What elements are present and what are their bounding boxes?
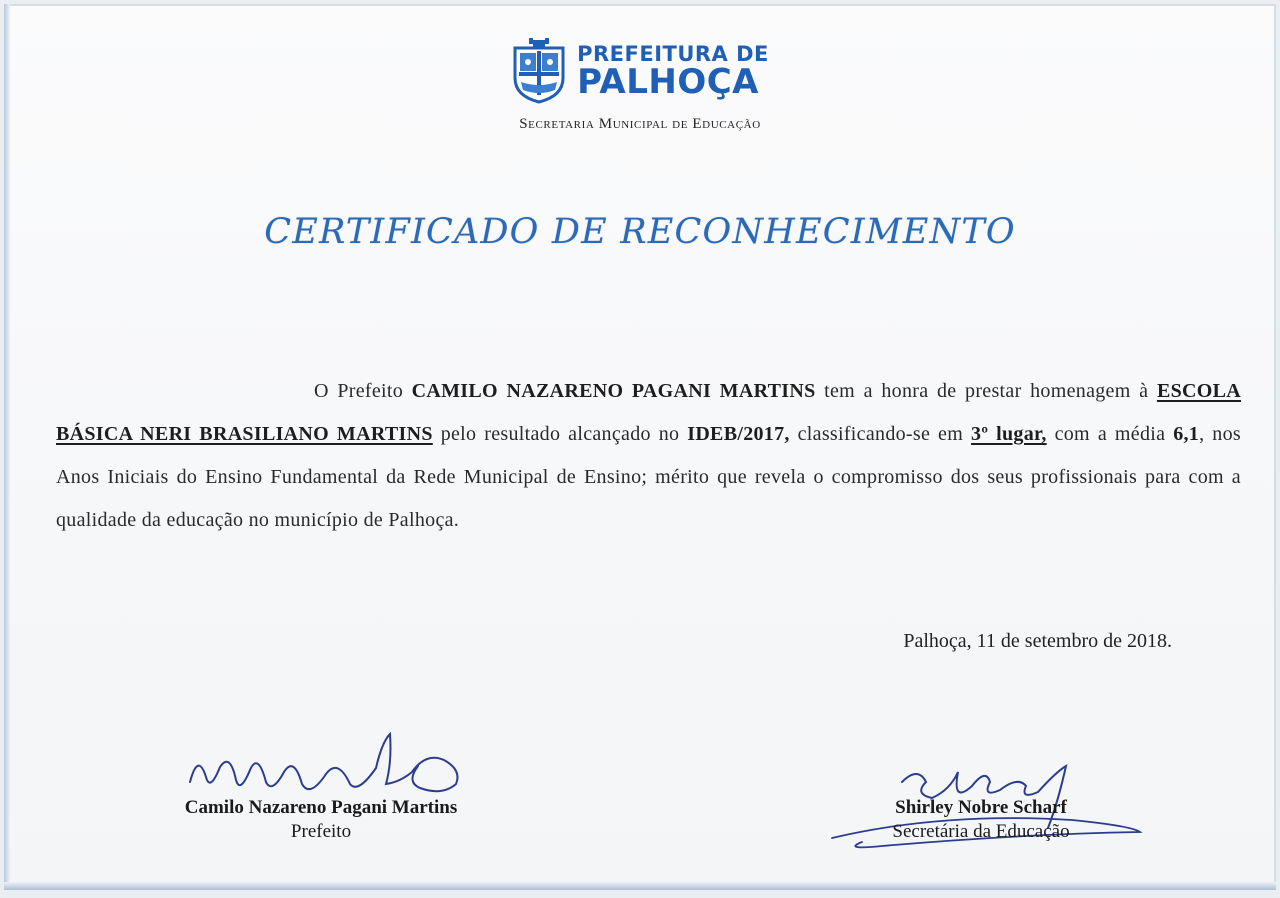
secretaria-label: Secretaria Municipal de Educação <box>519 116 761 132</box>
certificate-title: CERTIFICADO DE RECONHECIMENTO <box>264 212 1016 252</box>
secretary-signature-block <box>866 797 1096 843</box>
body-text-1: O Prefeito <box>314 380 412 402</box>
header <box>4 38 1276 133</box>
logo-line2: PALHOÇA <box>577 61 759 102</box>
ideb-label: IDEB/2017, <box>687 423 790 445</box>
body-text-6: , nos Anos Iniciais do Ensino Fundamental da Rede Municipal de Ensino; mérito que revela o compromisso dos seus profissionais para com a qualidade da educação no município de Palhoça. <box>56 423 1241 531</box>
certificate-page <box>4 4 1276 890</box>
mayor-signature-name: Camilo Nazareno Pagani Martins <box>184 797 458 818</box>
logo <box>4 38 1276 104</box>
issue-date: Palhoça, 11 de setembro de 2018. <box>903 630 1172 652</box>
school-name: ESCOLA BÁSICA NERI BRASILIANO MARTINS <box>56 380 1241 445</box>
ranking-place: 3º lugar, <box>971 423 1047 445</box>
secretary-signature-role: Secretária da Educação <box>892 821 1070 842</box>
page-edge-bottom <box>4 882 1276 890</box>
average-score: 6,1 <box>1173 423 1200 445</box>
mayor-name: CAMILO NAZARENO PAGANI MARTINS <box>411 380 816 402</box>
mayor-signature-role: Prefeito <box>290 821 352 842</box>
body-text-2: tem a honra de prestar homenagem à <box>815 380 1157 402</box>
body-text-3: pelo resultado alcançado no <box>432 423 688 445</box>
mayor-signature-block <box>152 797 490 843</box>
page-edge <box>4 4 10 890</box>
body-text-4: classificando-se em <box>789 423 972 445</box>
secretary-signature-name: Shirley Nobre Scharf <box>895 797 1067 818</box>
certificate-body <box>56 370 1241 542</box>
body-text-5: com a média <box>1046 423 1174 445</box>
logo-line1: PREFEITURA DE <box>577 41 769 66</box>
palhoca-crest-icon <box>511 38 567 104</box>
